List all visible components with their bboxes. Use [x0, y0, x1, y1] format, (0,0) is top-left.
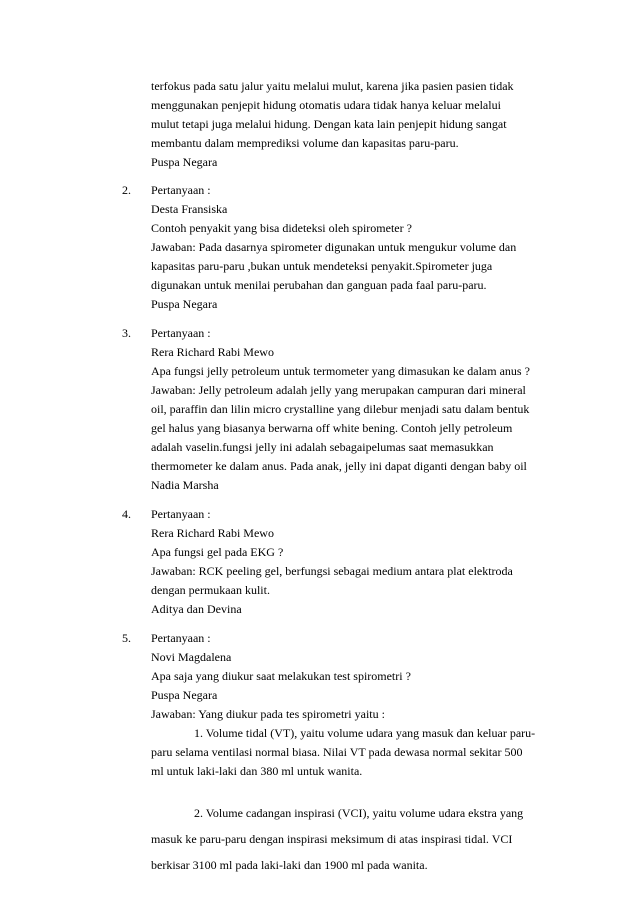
- sub-item-line: ml untuk laki-laki dan 380 ml untuk wanita.: [151, 764, 363, 778]
- asker-name: Rera Richard Rabi Mewo: [151, 345, 274, 359]
- question-label: Pertanyaan :: [151, 326, 211, 340]
- intro-answerer: Puspa Negara: [151, 155, 218, 169]
- answer-intro: Jawaban: Yang diukur pada tes spirometri yaitu :: [151, 707, 385, 721]
- answerer-name: Aditya dan Devina: [151, 602, 242, 616]
- sub-item-text: 1. Volume tidal (VT), yaitu volume udara yang masuk dan keluar paru-: [194, 726, 536, 740]
- answerer-name: Nadia Marsha: [151, 478, 219, 492]
- intro-line: menggunakan penjepit hidung otomatis udara tidak hanya keluar melalui: [151, 98, 501, 112]
- question-label: Pertanyaan :: [151, 631, 211, 645]
- answer-line: Jawaban: RCK peeling gel, berfungsi sebagai medium antara plat elektroda: [151, 564, 513, 578]
- sub-item-first-line: [151, 804, 523, 822]
- asker-name: Rera Richard Rabi Mewo: [151, 526, 274, 540]
- answer-line: Jawaban: Jelly petroleum adalah jelly yang merupakan campuran dari mineral: [151, 383, 526, 397]
- answer-line: thermometer ke dalam anus. Pada anak, jelly ini dapat diganti dengan baby oil: [151, 459, 527, 473]
- answer-line: adalah vaselin.fungsi jelly ini adalah sebagaipelumas saat memasukkan: [151, 440, 494, 454]
- answer-line: Jawaban: Pada dasarnya spirometer digunakan untuk mengukur volume dan: [151, 240, 517, 254]
- question-label: Pertanyaan :: [151, 183, 211, 197]
- item-number: 2.: [122, 183, 131, 197]
- question-text: Apa saja yang diukur saat melakukan test spirometri ?: [151, 669, 411, 683]
- asker-name: Desta Fransiska: [151, 202, 228, 216]
- item-number: 4.: [122, 507, 131, 521]
- item-number: 3.: [122, 326, 131, 340]
- sub-item-line: paru selama ventilasi normal biasa. Nilai VT pada dewasa normal sekitar 500: [151, 745, 523, 759]
- sub-item-line: masuk ke paru-paru dengan inspirasi meksimum di atas inspirasi tidal. VCI: [151, 832, 513, 846]
- asker-name: Novi Magdalena: [151, 650, 232, 664]
- answerer-name: Puspa Negara: [151, 688, 218, 702]
- question-text: Contoh penyakit yang bisa dideteksi oleh spirometer ?: [151, 221, 412, 235]
- answer-line: digunakan untuk menilai perubahan dan ganguan pada faal paru-paru.: [151, 278, 487, 292]
- question-text: Apa fungsi jelly petroleum untuk termometer yang dimasukan ke dalam anus ?: [151, 364, 530, 378]
- sub-item-line: berkisar 3100 ml pada laki-laki dan 1900 ml pada wanita.: [151, 858, 428, 872]
- answerer-name: Puspa Negara: [151, 297, 218, 311]
- question-label: Pertanyaan :: [151, 507, 211, 521]
- intro-line: terfokus pada satu jalur yaitu melalui mulut, karena jika pasien pasien tidak: [151, 79, 514, 93]
- answer-line: dengan permukaan kulit.: [151, 583, 270, 597]
- intro-line: membantu dalam memprediksi volume dan kapasitas paru-paru.: [151, 136, 459, 150]
- sub-item-first-line: [151, 724, 535, 742]
- question-text: Apa fungsi gel pada EKG ?: [151, 545, 284, 559]
- answer-line: oil, paraffin dan lilin micro crystalline yang dilebur menjadi satu dalam bentuk: [151, 402, 530, 416]
- intro-line: mulut tetapi juga melalui hidung. Dengan kata lain penjepit hidung sangat: [151, 117, 507, 131]
- answer-line: gel halus yang biasanya berwarna off white bening. Contoh jelly petroleum: [151, 421, 513, 435]
- item-number: 5.: [122, 631, 131, 645]
- answer-line: kapasitas paru-paru ,bukan untuk mendeteksi penyakit.Spirometer juga: [151, 259, 493, 273]
- sub-item-text: 2. Volume cadangan inspirasi (VCI), yaitu volume udara ekstra yang: [194, 806, 524, 820]
